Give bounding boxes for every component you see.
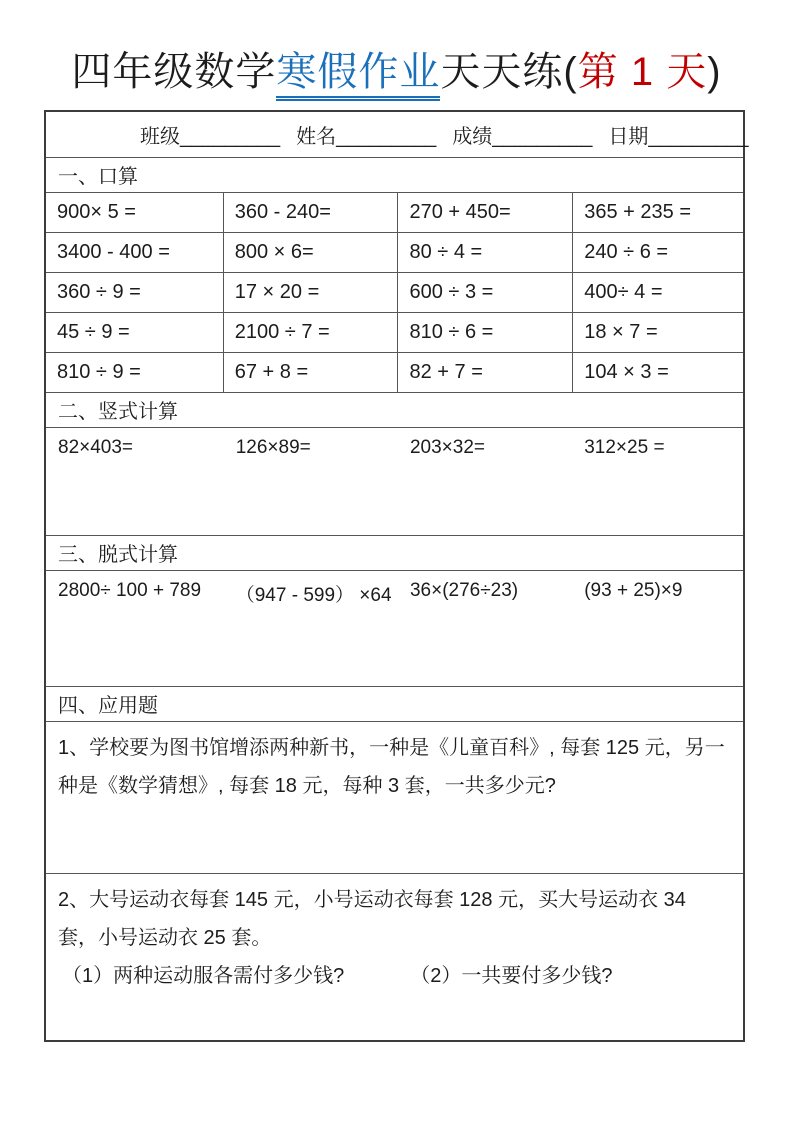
sub-question-2: （2）一共要付多少钱?: [410, 964, 613, 987]
stepwise-problem: (93 + 25)×9: [584, 579, 683, 601]
stepwise-problems-cell: [45, 570, 744, 686]
title-day-number: 第 1 天: [577, 50, 708, 94]
oral-problem: 600 ÷ 3 =: [398, 272, 573, 312]
section-heading-row: [45, 535, 744, 570]
oral-problem: 900× 5 =: [45, 192, 223, 232]
oral-grid-row: [45, 232, 744, 272]
word-problem-1: 1、学校要为图书馆增添两种新书，一种是《儿童百科》, 每套 125 元，另一种是《数学猜想》, 每套 18 元，每种 3 套，一共多少元?: [45, 721, 744, 873]
oral-problem: 82 + 7 =: [398, 352, 573, 392]
name-blank-field: _________: [336, 125, 437, 148]
oral-problem: 360 - 240=: [223, 192, 398, 232]
oral-problem: 810 ÷ 9 =: [45, 352, 223, 392]
oral-problem: 45 ÷ 9 =: [45, 312, 223, 352]
date-blank-field: _________: [648, 125, 749, 148]
title-holiday-homework-link[interactable]: 寒假作业: [276, 50, 440, 101]
oral-problem: 800 × 6=: [223, 232, 398, 272]
word-problem-2-text: 2、大号运动衣每套 145 元，小号运动衣每套 128 元，买大号运动衣 34 套，小号运动衣 25 套。: [58, 888, 686, 949]
section-heading-row: [45, 686, 744, 721]
word-problem-row: [45, 721, 744, 873]
oral-problem: 270 + 450=: [398, 192, 573, 232]
worksheet-table: [44, 110, 749, 1042]
oral-grid-row: [45, 192, 744, 232]
oral-problem: 18 × 7 =: [573, 312, 744, 352]
oral-grid-row: [45, 272, 744, 312]
stepwise-problems-row: [45, 570, 744, 686]
stepwise-problem: 36×(276÷23): [409, 579, 519, 601]
info-row: [45, 111, 744, 157]
section-heading-vertical: 二、竖式计算: [45, 392, 744, 427]
oral-problem: 17 × 20 =: [223, 272, 398, 312]
name-label: 姓名: [296, 125, 337, 148]
section-heading-word: 四、应用题: [45, 686, 744, 721]
word-problem-row: [45, 873, 744, 1041]
vertical-problem: 312×25 =: [584, 436, 665, 458]
oral-problem: 810 ÷ 6 =: [398, 312, 573, 352]
title-grade-part: 四年级数学: [71, 50, 277, 94]
oral-problem: 400÷ 4 =: [573, 272, 744, 312]
word-problem-2: [45, 873, 744, 1041]
stepwise-problem: 2800÷ 100 + 789: [58, 579, 202, 601]
vertical-problems-cell: [45, 427, 744, 535]
oral-grid-row: [45, 352, 744, 392]
vertical-problem: 126×89=: [235, 436, 311, 458]
sub-question-1: （1）两种运动服各需付多少钱?: [62, 964, 345, 987]
title-close-paren: ): [707, 50, 722, 94]
oral-problem: 67 + 8 =: [223, 352, 398, 392]
oral-problem: 240 ÷ 6 =: [573, 232, 744, 272]
student-info-row: [45, 111, 749, 157]
vertical-problem: 82×403=: [58, 436, 134, 458]
page-title: [0, 40, 793, 97]
oral-problem: 2100 ÷ 7 =: [223, 312, 398, 352]
stepwise-problem: （947 - 599） ×64: [235, 584, 392, 606]
section-heading-oral: 一、口算: [45, 157, 744, 192]
section-heading-stepwise: 三、脱式计算: [45, 535, 744, 570]
score-blank-field: _________: [492, 125, 593, 148]
word-problem-2-subquestions: [58, 957, 731, 995]
date-label: 日期: [608, 125, 649, 148]
class-blank-field: _________: [180, 125, 281, 148]
vertical-problems-row: [45, 427, 744, 535]
vertical-problem: 203×32=: [409, 436, 486, 458]
section-heading-row: [45, 392, 744, 427]
section-heading-row: [45, 157, 744, 192]
title-daily-part: 天天练(: [440, 50, 578, 94]
score-label: 成绩: [452, 125, 493, 148]
oral-problem: 360 ÷ 9 =: [45, 272, 223, 312]
oral-problem: 104 × 3 =: [573, 352, 744, 392]
class-label: 班级: [140, 125, 180, 148]
oral-problem: 80 ÷ 4 =: [398, 232, 573, 272]
oral-problem: 3400 - 400 =: [45, 232, 223, 272]
oral-grid-row: [45, 312, 744, 352]
oral-problem: 365 + 235 =: [573, 192, 744, 232]
